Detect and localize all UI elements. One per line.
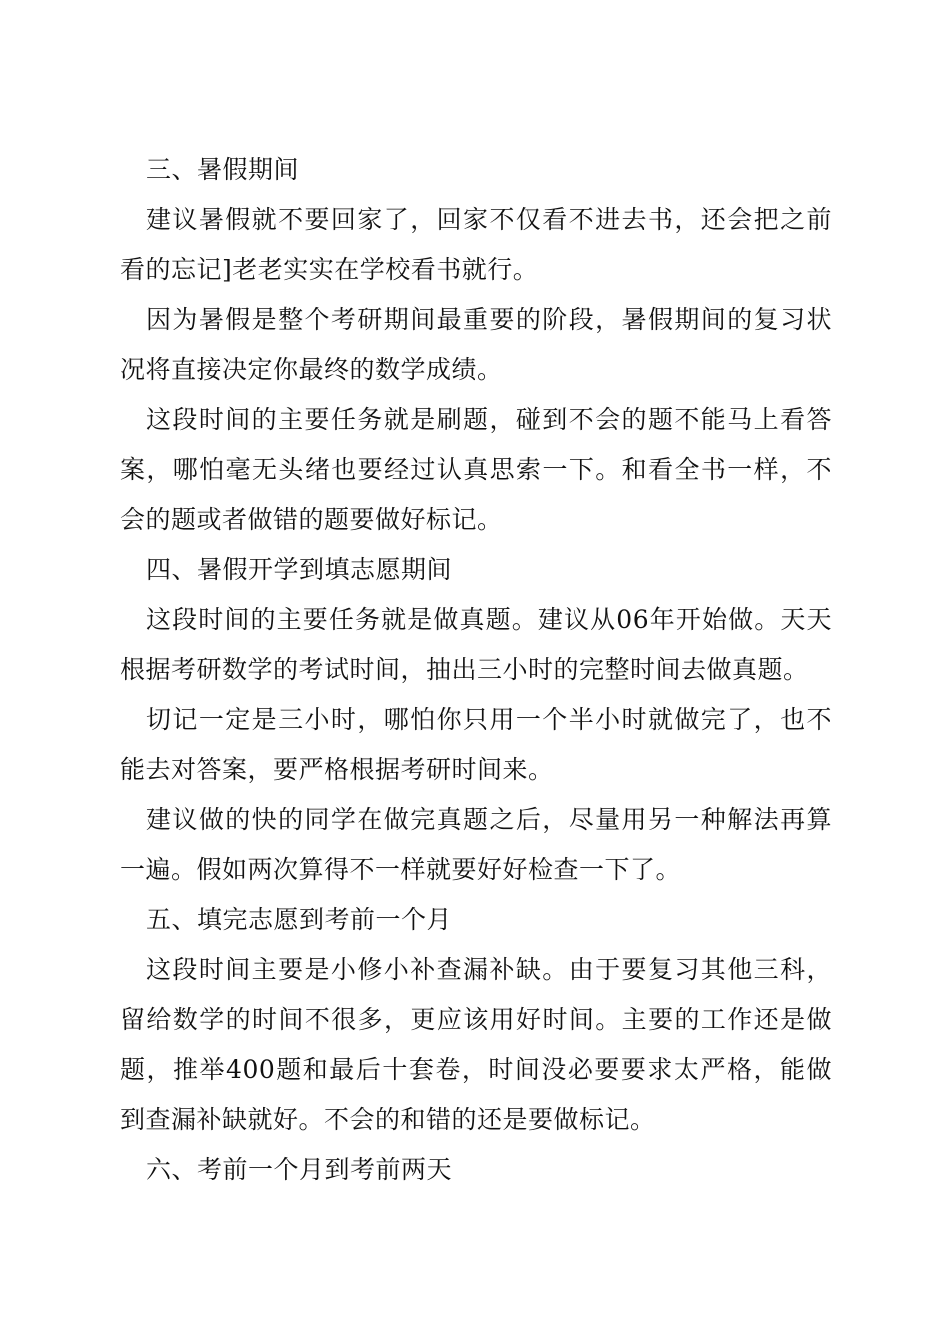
paragraph: 因为暑假是整个考研期间最重要的阶段，暑假期间的复习状况将直接决定你最终的数学成绩。 bbox=[120, 305, 832, 384]
document-body bbox=[120, 145, 832, 1195]
section-heading-after-application: 五、填完志愿到考前一个月 bbox=[146, 905, 453, 934]
paragraph: 切记一定是三小时，哪怕你只用一个半小时就做完了，也不能去对答案，要严格根据考研时间来。 bbox=[120, 705, 832, 784]
paragraph: 建议做的快的同学在做完真题之后，尽量用另一种解法再算一遍。假如两次算得不一样就要好好检查一下了。 bbox=[120, 805, 832, 884]
paragraph: 这段时间的主要任务就是刷题，碰到不会的题不能马上看答案，哪怕毫无头绪也要经过认真思索一下。和看全书一样，不会的题或者做错的题要做好标记。 bbox=[120, 405, 832, 534]
section-heading-final-month: 六、考前一个月到考前两天 bbox=[146, 1155, 453, 1184]
section-heading-summer: 三、暑假期间 bbox=[146, 155, 300, 184]
paragraph: 建议暑假就不要回家了，回家不仅看不进去书，还会把之前看的忘记]老老实实在学校看书就行。 bbox=[120, 205, 832, 284]
paragraph: 这段时间的主要任务就是做真题。建议从06年开始做。天天根据考研数学的考试时间，抽出三小时的完整时间去做真题。 bbox=[120, 605, 832, 684]
paragraph: 这段时间主要是小修小补查漏补缺。由于要复习其他三科，留给数学的时间不很多，更应该用好时间。主要的工作还是做题，推举400题和最后十套卷，时间没必要要求太严格，能做到查漏补缺就好。不会的和错的还是要做标记。 bbox=[120, 955, 832, 1134]
section-heading-semester: 四、暑假开学到填志愿期间 bbox=[146, 555, 453, 584]
